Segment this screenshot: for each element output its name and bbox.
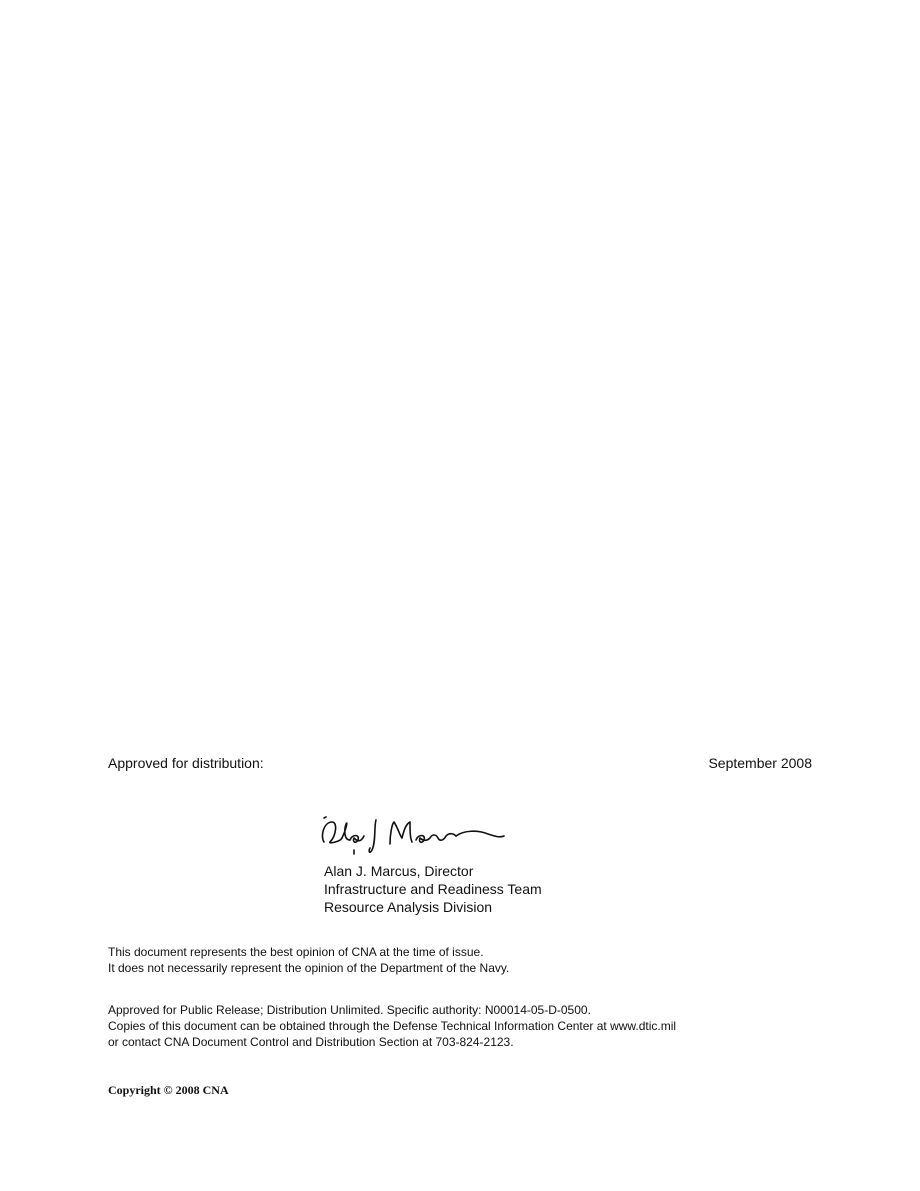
copyright-notice: Copyright © 2008 CNA bbox=[108, 1083, 229, 1097]
release-block bbox=[108, 1002, 676, 1050]
handwritten-signature bbox=[318, 812, 508, 858]
signatory-division: Resource Analysis Division bbox=[324, 899, 493, 915]
approval-row bbox=[108, 754, 812, 772]
release-line-2: Copies of this document can be obtained through the Defense Technical Information Center at www.dtic.mil bbox=[108, 1019, 677, 1033]
approval-label: Approved for distribution: bbox=[108, 755, 264, 771]
disclaimer-block bbox=[108, 944, 509, 976]
approval-date: September 2008 bbox=[708, 755, 812, 771]
signatory-team: Infrastructure and Readiness Team bbox=[324, 881, 542, 897]
release-line-3: or contact CNA Document Control and Distribution Section at 703-824-2123. bbox=[108, 1035, 514, 1049]
release-line-1: Approved for Public Release; Distribution Unlimited. Specific authority: N00014-05-D-0500. bbox=[108, 1003, 591, 1017]
signatory-block bbox=[324, 862, 542, 916]
signatory-name-title: Alan J. Marcus, Director bbox=[324, 863, 474, 879]
disclaimer-line-2: It does not necessarily represent the opinion of the Department of the Navy. bbox=[108, 961, 510, 975]
disclaimer-line-1: This document represents the best opinion of CNA at the time of issue. bbox=[108, 945, 484, 959]
